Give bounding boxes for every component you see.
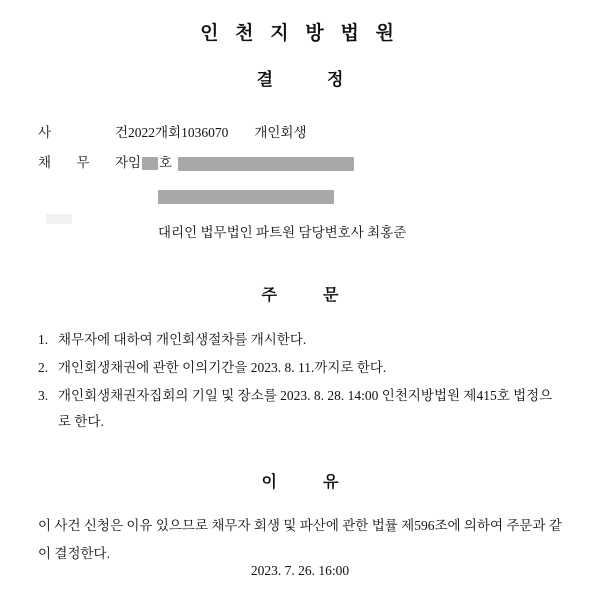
list-item-text: 개인회생채권에 관한 이의기간을 2023. 8. 11.까지로 한다. [58, 360, 387, 375]
document-type-right: 정 [327, 70, 344, 89]
reason-text: 이 사건 신청은 이유 있으므로 채무자 회생 및 파산에 관한 법률 제596조에 의하여 주문과 같이 결정한다. [38, 518, 562, 561]
debtor-label [36, 148, 128, 178]
document-type-left: 결 [256, 70, 273, 89]
list-item-number: 3. [38, 388, 49, 403]
attorney-line: 대리인 법무법인 파트원 담당변호사 최홍준 [158, 225, 407, 240]
document-type-heading [36, 65, 564, 90]
list-item-text: 채무자에 대하여 개인회생절차를 개시한다. [58, 332, 307, 347]
reason-heading-left: 이 [261, 474, 277, 491]
case-number-value [128, 118, 307, 148]
case-number-row [36, 118, 564, 148]
list-item [36, 355, 564, 381]
redaction-bar-icon [178, 157, 354, 171]
decision-date: 2023. 7. 26. 16:00 [250, 563, 350, 578]
debtor-address-redaction-row [36, 178, 564, 208]
reason-heading-right: 유 [323, 474, 339, 491]
order-heading-right: 문 [323, 287, 339, 304]
list-item-number: 2. [38, 360, 49, 375]
list-item-number: 1. [38, 332, 49, 347]
debtor-name-suffix: 호 [159, 155, 173, 170]
list-item [36, 383, 564, 435]
case-label-char-1: 사 [38, 125, 52, 140]
case-metadata [36, 118, 564, 248]
debtor-name-prefix: 임 [128, 155, 142, 170]
order-heading [36, 282, 564, 305]
page-title: 인 천 지 방 법 원 [200, 23, 400, 44]
order-heading-left: 주 [261, 287, 277, 304]
scan-artifact [46, 214, 72, 224]
case-type-text: 개인회생 [254, 125, 307, 140]
debtor-label-char-3: 자 [114, 155, 128, 170]
order-list [36, 327, 564, 435]
debtor-label-char-2: 무 [76, 155, 90, 170]
debtor-value [128, 148, 354, 178]
redaction-block-icon [142, 157, 158, 170]
debtor-row [36, 148, 564, 178]
list-item-text: 개인회생채권자집회의 기일 및 장소를 2023. 8. 28. 14:00 인천지방법원 제415호 법정으로 한다. [58, 388, 553, 429]
case-number-text: 2022개회1036070 [128, 125, 229, 140]
reason-heading [36, 469, 564, 492]
redaction-bar-icon [158, 190, 334, 204]
case-number-label [36, 118, 128, 148]
document-page [0, 18, 600, 616]
debtor-label-char-1: 채 [38, 155, 52, 170]
list-item [36, 327, 564, 353]
case-label-char-2: 건 [114, 125, 128, 140]
